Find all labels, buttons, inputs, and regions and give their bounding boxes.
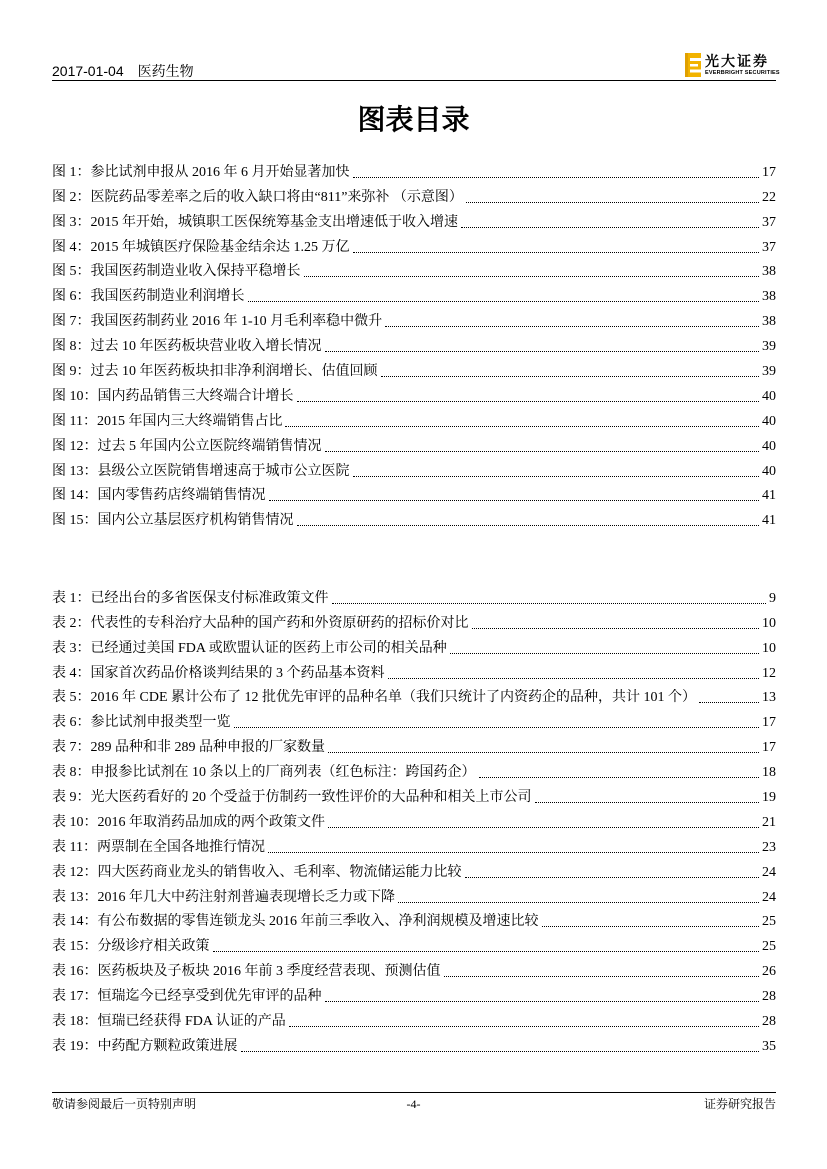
- table-page-number: 28: [762, 1014, 776, 1030]
- figure-entry[interactable]: [52, 284, 776, 309]
- figure-page-number: 17: [762, 164, 776, 180]
- figure-title: 过去 10 年医药板块营业收入增长情况: [90, 339, 322, 355]
- dot-leader: [535, 802, 760, 803]
- table-entry[interactable]: [52, 735, 776, 760]
- table-page-number: 25: [762, 914, 776, 930]
- figure-entry[interactable]: [52, 185, 776, 210]
- table-label: 表 9：: [52, 790, 91, 806]
- dot-leader: [328, 827, 759, 828]
- dot-leader: [353, 177, 760, 178]
- figure-label: 图 7：: [52, 314, 91, 330]
- figure-label: 图 3：: [52, 214, 91, 230]
- figure-label: 图 11：: [52, 413, 97, 429]
- logo-text-cn: 光大证券: [705, 54, 769, 70]
- dot-leader: [381, 376, 760, 377]
- figure-page-number: 41: [762, 513, 776, 529]
- figure-page-number: 22: [762, 189, 776, 205]
- figure-page-number: 38: [762, 289, 776, 305]
- dot-leader: [332, 603, 767, 604]
- table-entry[interactable]: [52, 686, 776, 711]
- dot-leader: [234, 727, 760, 728]
- dot-leader: [269, 500, 760, 501]
- dot-leader: [353, 252, 760, 253]
- figure-title: 国内公立基层医疗机构销售情况: [97, 513, 294, 529]
- table-label: 表 7：: [52, 740, 91, 756]
- table-label: 表 14：: [52, 914, 98, 930]
- figure-label: 图 8：: [52, 339, 91, 355]
- table-label: 表 19：: [52, 1038, 98, 1054]
- figure-label: 图 5：: [52, 264, 91, 280]
- table-entry[interactable]: [52, 984, 776, 1009]
- figure-title: 2015 年国内三大终端销售占比: [96, 413, 283, 429]
- table-page-number: 9: [769, 590, 776, 606]
- table-page-number: 18: [762, 765, 776, 781]
- table-title: 分级诊疗相关政策: [97, 939, 210, 955]
- dot-leader: [450, 653, 759, 654]
- figure-page-number: 41: [762, 488, 776, 504]
- table-page-number: 25: [762, 939, 776, 955]
- table-label: 表 5：: [52, 690, 91, 706]
- table-page-number: 21: [762, 814, 776, 830]
- table-label: 表 16：: [52, 964, 98, 980]
- table-label: 表 10：: [52, 814, 98, 830]
- table-title: 国家首次药品价格谈判结果的 3 个药品基本资料: [90, 665, 385, 681]
- dot-leader: [213, 951, 760, 952]
- figure-title: 2015 年开始，城镇职工医保统筹基金支出增速低于收入增速: [90, 214, 458, 230]
- figure-page-number: 39: [762, 364, 776, 380]
- table-entry[interactable]: [52, 910, 776, 935]
- dot-leader: [285, 426, 759, 427]
- table-label: 表 13：: [52, 889, 98, 905]
- table-entry[interactable]: [52, 1009, 776, 1034]
- figure-title: 国内零售药店终端销售情况: [97, 488, 266, 504]
- table-page-number: 17: [762, 715, 776, 731]
- dot-leader: [699, 702, 759, 703]
- table-page-number: 10: [762, 615, 776, 631]
- figure-entry[interactable]: [52, 434, 776, 459]
- figure-entry[interactable]: [52, 484, 776, 509]
- dot-leader: [542, 926, 760, 927]
- table-title: 恒瑞已经获得 FDA 认证的产品: [97, 1014, 286, 1030]
- table-title: 2016 年取消药品加成的两个政策文件: [97, 814, 325, 830]
- page-title: 图表目录: [357, 103, 470, 136]
- table-entry[interactable]: [52, 959, 776, 984]
- table-entry[interactable]: [52, 835, 776, 860]
- table-page-number: 35: [762, 1038, 776, 1054]
- figure-page-number: 37: [762, 239, 776, 255]
- table-entry[interactable]: [52, 785, 776, 810]
- figure-title: 国内药品销售三大终端合计增长: [97, 388, 294, 404]
- figure-title: 2015 年城镇医疗保险基金结余达 1.25 万亿: [90, 239, 350, 255]
- dot-leader: [328, 752, 759, 753]
- figure-entry[interactable]: [52, 359, 776, 384]
- figure-label: 图 14：: [52, 488, 98, 504]
- report-date: 2017-01-04: [52, 63, 124, 79]
- table-label: 表 17：: [52, 989, 98, 1005]
- figure-entry[interactable]: [52, 210, 776, 235]
- dot-leader: [388, 678, 760, 679]
- table-entry[interactable]: [52, 810, 776, 835]
- table-page-number: 17: [762, 740, 776, 756]
- figure-entry[interactable]: [52, 334, 776, 359]
- figure-entry[interactable]: [52, 260, 776, 285]
- table-label: 表 3：: [52, 640, 91, 656]
- dot-leader: [461, 227, 759, 228]
- figure-title: 参比试剂申报从 2016 年 6 月开始显著加快: [90, 164, 350, 180]
- table-title: 两票制在全国各地推行情况: [96, 839, 265, 855]
- table-title: 医药板块及子板块 2016 年前 3 季度经营表现、预测估值: [97, 964, 441, 980]
- figure-page-number: 38: [762, 314, 776, 330]
- table-title: 四大医药商业龙头的销售收入、毛利率、物流储运能力比较: [97, 864, 462, 880]
- dot-leader: [465, 877, 760, 878]
- dot-leader: [297, 525, 760, 526]
- company-logo: [685, 53, 780, 79]
- figure-page-number: 40: [762, 463, 776, 479]
- figure-page-number: 40: [762, 438, 776, 454]
- table-entry[interactable]: [52, 1034, 776, 1059]
- footer-divider: [52, 1092, 776, 1093]
- page-number: -4-: [406, 1097, 421, 1111]
- figure-list: [52, 160, 776, 533]
- figure-entry[interactable]: [52, 459, 776, 484]
- figure-label: 图 1：: [52, 164, 91, 180]
- table-title: 2016 年几大中药注射剂普遍表现增长乏力或下降: [97, 889, 395, 905]
- figure-page-number: 40: [762, 388, 776, 404]
- page-header: [52, 62, 194, 80]
- dot-leader: [304, 276, 760, 277]
- table-title: 有公布数据的零售连锁龙头 2016 年前三季收入、净利润规模及增速比较: [97, 914, 539, 930]
- table-title: 2016 年 CDE 累计公布了 12 批优先审评的品种名单（我们只统计了内资药企的品种，共计 101 个）: [90, 690, 696, 706]
- table-page-number: 13: [762, 690, 776, 706]
- figure-title: 医院药品零差率之后的收入缺口将由“811”来弥补 （示意图）: [90, 189, 463, 205]
- table-list: [52, 586, 776, 1059]
- table-entry[interactable]: [52, 636, 776, 661]
- dot-leader: [353, 476, 760, 477]
- figure-entry[interactable]: [52, 409, 776, 434]
- dot-leader: [289, 1026, 759, 1027]
- figure-label: 图 13：: [52, 463, 98, 479]
- table-entry[interactable]: [52, 710, 776, 735]
- figure-page-number: 37: [762, 214, 776, 230]
- report-sector: 医药生物: [137, 63, 194, 79]
- table-label: 表 6：: [52, 715, 91, 731]
- logo-text-en: EVERBRIGHT SECURITIES: [705, 70, 780, 76]
- table-entry[interactable]: [52, 611, 776, 636]
- footer-report-type: 证券研究报告: [703, 1097, 776, 1111]
- table-title: 289 品种和非 289 品种申报的厂家数量: [90, 740, 325, 756]
- figure-page-number: 40: [762, 413, 776, 429]
- dot-leader: [248, 301, 760, 302]
- figure-title: 我国医药制药业 2016 年 1-10 月毛利率稳中微升: [90, 314, 383, 330]
- table-page-number: 28: [762, 989, 776, 1005]
- table-title: 申报参比试剂在 10 条以上的厂商列表（红色标注：跨国药企）: [90, 765, 476, 781]
- dot-leader: [325, 1001, 760, 1002]
- figure-label: 图 2：: [52, 189, 91, 205]
- table-entry[interactable]: [52, 760, 776, 785]
- table-entry[interactable]: [52, 885, 776, 910]
- table-label: 表 15：: [52, 939, 98, 955]
- figure-label: 图 15：: [52, 513, 98, 529]
- table-title: 已经出台的多省医保支付标准政策文件: [90, 590, 329, 606]
- figure-title: 县级公立医院销售增速高于城市公立医院: [97, 463, 350, 479]
- figure-page-number: 39: [762, 339, 776, 355]
- figure-label: 图 12：: [52, 438, 98, 454]
- table-label: 表 1：: [52, 590, 91, 606]
- figure-entry[interactable]: [52, 384, 776, 409]
- figure-title: 过去 5 年国内公立医院终端销售情况: [97, 438, 322, 454]
- table-page-number: 26: [762, 964, 776, 980]
- figure-entry[interactable]: [52, 508, 776, 533]
- dot-leader: [385, 326, 759, 327]
- figure-entry[interactable]: [52, 235, 776, 260]
- table-title: 参比试剂申报类型一览: [90, 715, 231, 731]
- dot-leader: [472, 628, 760, 629]
- table-page-number: 12: [762, 665, 776, 681]
- dot-leader: [466, 202, 759, 203]
- table-entry[interactable]: [52, 661, 776, 686]
- table-title: 光大医药看好的 20 个受益于仿制药一致性评价的大品种和相关上市公司: [90, 790, 532, 806]
- figure-title: 我国医药制造业收入保持平稳增长: [90, 264, 301, 280]
- table-page-number: 24: [762, 864, 776, 880]
- table-entry[interactable]: [52, 860, 776, 885]
- table-label: 表 8：: [52, 765, 91, 781]
- dot-leader: [325, 451, 760, 452]
- table-page-number: 23: [762, 839, 776, 855]
- table-title: 中药配方颗粒政策进展: [97, 1038, 238, 1054]
- table-label: 表 4：: [52, 665, 91, 681]
- table-page-number: 24: [762, 889, 776, 905]
- figure-label: 图 9：: [52, 364, 91, 380]
- table-label: 表 18：: [52, 1014, 98, 1030]
- figure-label: 图 4：: [52, 239, 91, 255]
- figure-page-number: 38: [762, 264, 776, 280]
- figure-title: 过去 10 年医药板块扣非净利润增长、估值回顾: [90, 364, 378, 380]
- figure-entry[interactable]: [52, 309, 776, 334]
- figure-label: 图 6：: [52, 289, 91, 305]
- header-divider: [52, 80, 776, 81]
- table-title: 代表性的专科治疗大品种的国产药和外资原研药的招标价对比: [90, 615, 469, 631]
- table-title: 已经通过美国 FDA 或欧盟认证的医药上市公司的相关品种: [90, 640, 447, 656]
- footer-disclaimer: 敬请参阅最后一页特别声明: [52, 1097, 197, 1111]
- dot-leader: [268, 852, 759, 853]
- table-label: 表 12：: [52, 864, 98, 880]
- dot-leader: [479, 777, 760, 778]
- dot-leader: [241, 1051, 760, 1052]
- everbright-logo-icon: [685, 53, 702, 77]
- figure-label: 图 10：: [52, 388, 98, 404]
- table-page-number: 10: [762, 640, 776, 656]
- dot-leader: [297, 401, 760, 402]
- table-entry[interactable]: [52, 934, 776, 959]
- figure-title: 我国医药制造业利润增长: [90, 289, 245, 305]
- table-entry[interactable]: [52, 586, 776, 611]
- dot-leader: [325, 351, 760, 352]
- figure-entry[interactable]: [52, 160, 776, 185]
- table-label: 表 2：: [52, 615, 91, 631]
- table-label: 表 11：: [52, 839, 97, 855]
- table-page-number: 19: [762, 790, 776, 806]
- dot-leader: [398, 902, 759, 903]
- dot-leader: [444, 976, 760, 977]
- table-title: 恒瑞迄今已经享受到优先审评的品种: [97, 989, 322, 1005]
